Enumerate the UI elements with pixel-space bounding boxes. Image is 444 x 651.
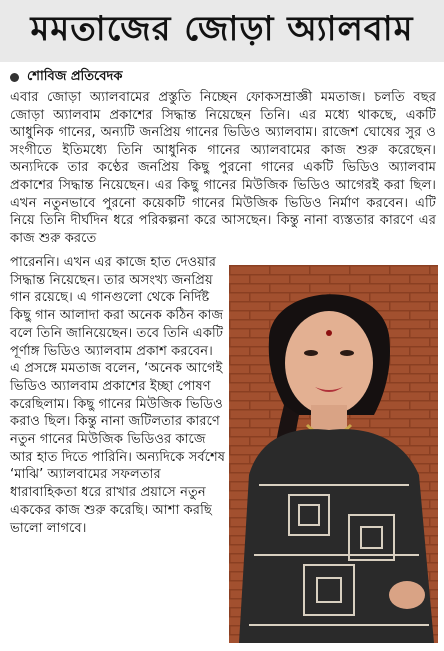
- face: [285, 311, 373, 415]
- article-intro: [10, 89, 436, 247]
- column-paragraph-1: পারেননি। এখন এর কাজে হাত দেওয়ার সিদ্ধান্ত নিয়েছেন। তার অসংখ্য জনপ্রিয় গান রয়েছে। এ গানগুলো থেকে নির্দিষ্ট কিছু গান আলাদা করা অনেক কঠিন কাজ বলে তিনি জানিয়েছেন। তবে তিনি একটি পূর্ণাঙ্গ ভিডিও অ্যালবাম প্রকাশ করবেন।: [10, 255, 224, 359]
- byline: [10, 68, 122, 86]
- intro-paragraph: এবার জোড়া অ্যালবামের প্রস্তুতি নিচ্ছেন ফোকসম্রাজ্ঞী মমতাজ। চলতি বছর জোড়া অ্যালবাম প্রকাশের সিদ্ধান্ত নিয়েছেন তিনি। এর মধ্যে থাকছে, একটি আধুনিক গানের, অন্যটি জনপ্রিয় গানের ভিডিও অ্যালবাম। রাজেশ ঘোষের সুর ও সংগীতে ইতিমধ্যে তিনি আধুনিক গানের অ্যালবামের কাজ শুরু করেছেন। অন্যদিকে তার কণ্ঠের জনপ্রিয় কিছু পুরনো গানের একটি ভিডিও অ্যালবাম প্রকাশের সিদ্ধান্ত নিয়েছেন। এর কিছু গানের মিউজিক ভিডিও আগেরই করা ছিল। এখন নতুনভাবে পুরনো কয়েকটি গানের মিউজিক ভিডিও নির্মাণ করবেন। এটি নিয়ে তিনি দীর্ঘদিন ধরে পরিকল্পনা করে আসছেন। কিন্তু নানা ব্যস্ততার কারণে এর কাজ শুরু করতে: [10, 90, 436, 246]
- bullet-icon: [10, 73, 19, 82]
- headline: মমতাজের জোড়া অ্যালবাম: [30, 8, 414, 49]
- byline-text: শোবিজ প্রতিবেদক: [27, 68, 123, 84]
- column-paragraph-2: এ প্রসঙ্গে মমতাজ বলেন, ‘অনেক আগেই ভিডিও অ্যালবাম প্রকাশের ইচ্ছা পোষণ করেছিলাম। কিছু গানের মিউজিক ভিডিও করাও ছিল। কিন্তু নানা জটিলতার কারণে নতুন গানের মিউজিক ভিডিওর কাজে আর হাত দিতে পারিনি। অন্যদিকে সর্বশেষ ‘মাঝি’ অ্যালবামের সফলতার ধারাবাহিকতা ধরে রাখার প্রয়াসে নতুন এককের কাজ শুরু করেছি। আশা করছি ভালো লাগবে।: [10, 361, 226, 536]
- sari: [239, 429, 434, 643]
- hand: [389, 581, 425, 609]
- article-column: [10, 254, 226, 537]
- portrait-photo: [229, 265, 438, 643]
- headline-band: [0, 0, 444, 62]
- bindi: [326, 330, 332, 336]
- portrait-illustration: [229, 265, 438, 643]
